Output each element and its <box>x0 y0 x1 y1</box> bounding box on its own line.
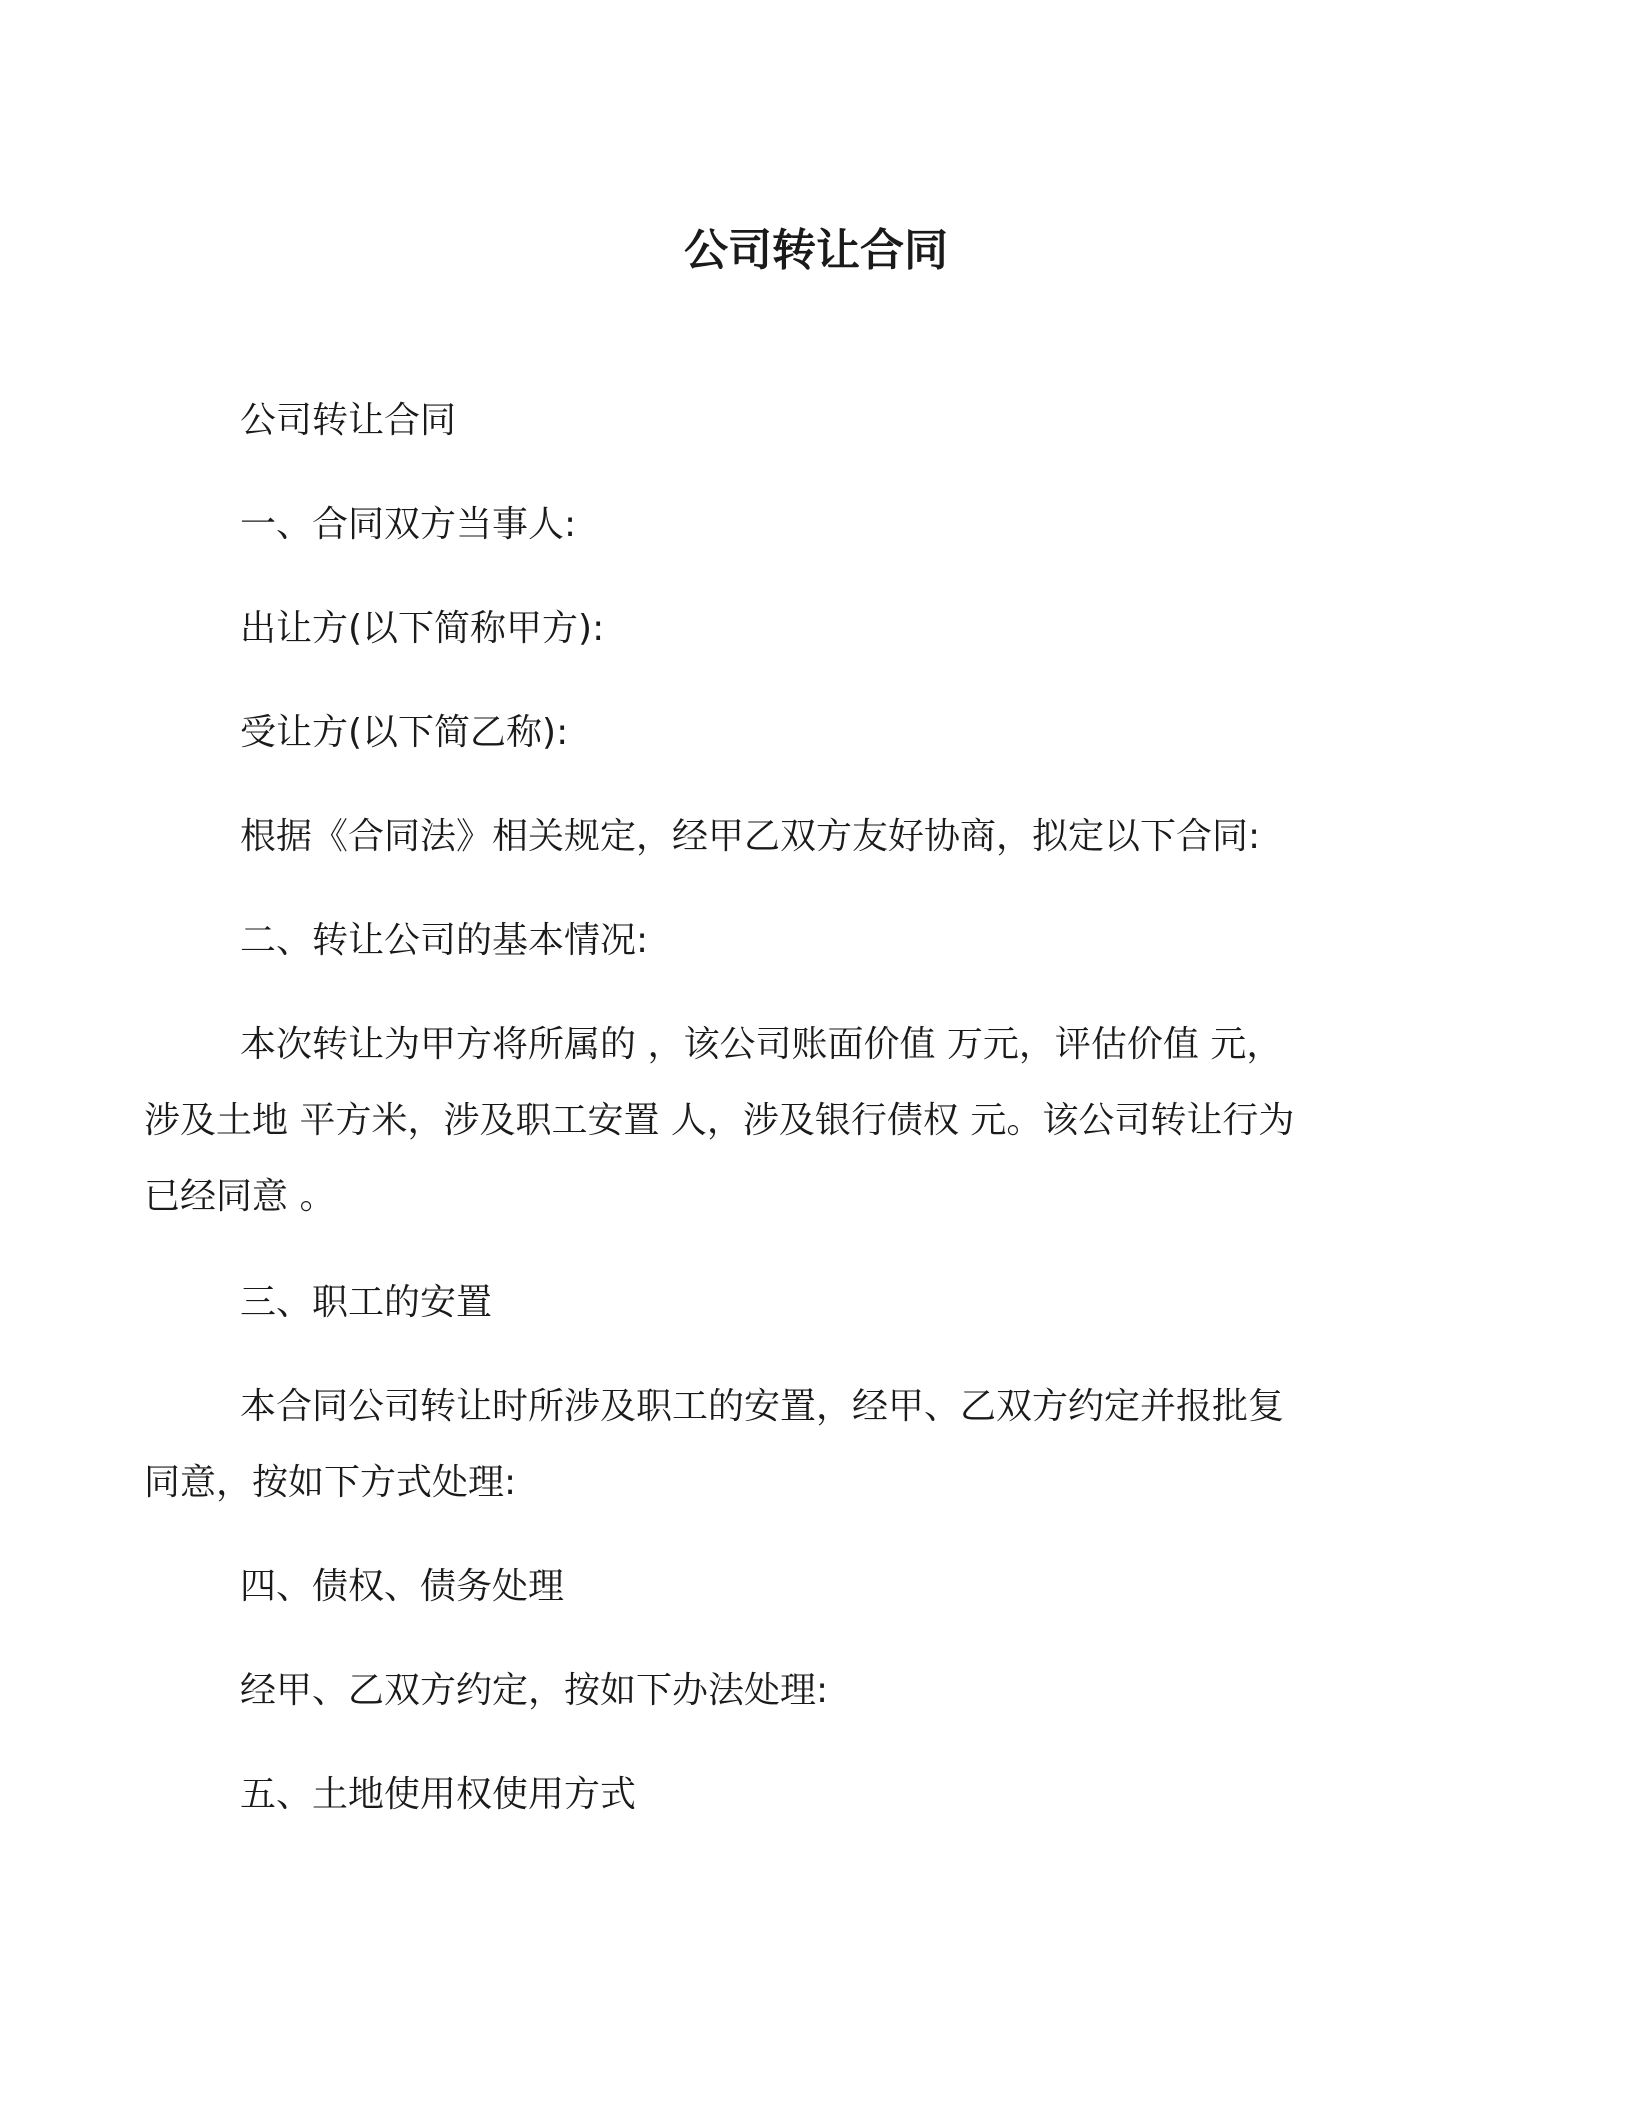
paragraph-debts: 经甲、乙双方约定，按如下办法处理: <box>240 1670 829 1711</box>
section-heading-debts: 四、债权、债务处理 <box>240 1566 565 1607</box>
paragraph-transferee: 受让方(以下简乙称): <box>240 712 569 753</box>
paragraph-transferor: 出让方(以下简称甲方): <box>240 608 605 649</box>
section-heading-company-info: 二、转让公司的基本情况: <box>240 920 649 961</box>
section-heading-parties: 一、合同双方当事人: <box>240 504 577 545</box>
paragraph-staff: 本合同公司转让时所涉及职工的安置，经甲、乙双方约定并报批复同意，按如下方式处理: <box>144 1386 1285 1503</box>
section-heading-land: 五、土地使用权使用方式 <box>240 1774 637 1815</box>
paragraph-basis: 根据《合同法》相关规定，经甲乙双方友好协商，拟定以下合同: <box>240 816 1261 857</box>
paragraph-company-info: 本次转让为甲方将所属的 ，该公司账面价值 万元，评估价值 元，涉及土地 平方米，涉及职工安置 人，涉及银行债权 元。该公司转让行为已经同意 。 <box>144 1024 1295 1217</box>
document-title: 公司转让合同 <box>684 225 948 276</box>
paragraph-subtitle: 公司转让合同 <box>240 400 457 441</box>
section-heading-staff: 三、职工的安置 <box>240 1282 493 1323</box>
